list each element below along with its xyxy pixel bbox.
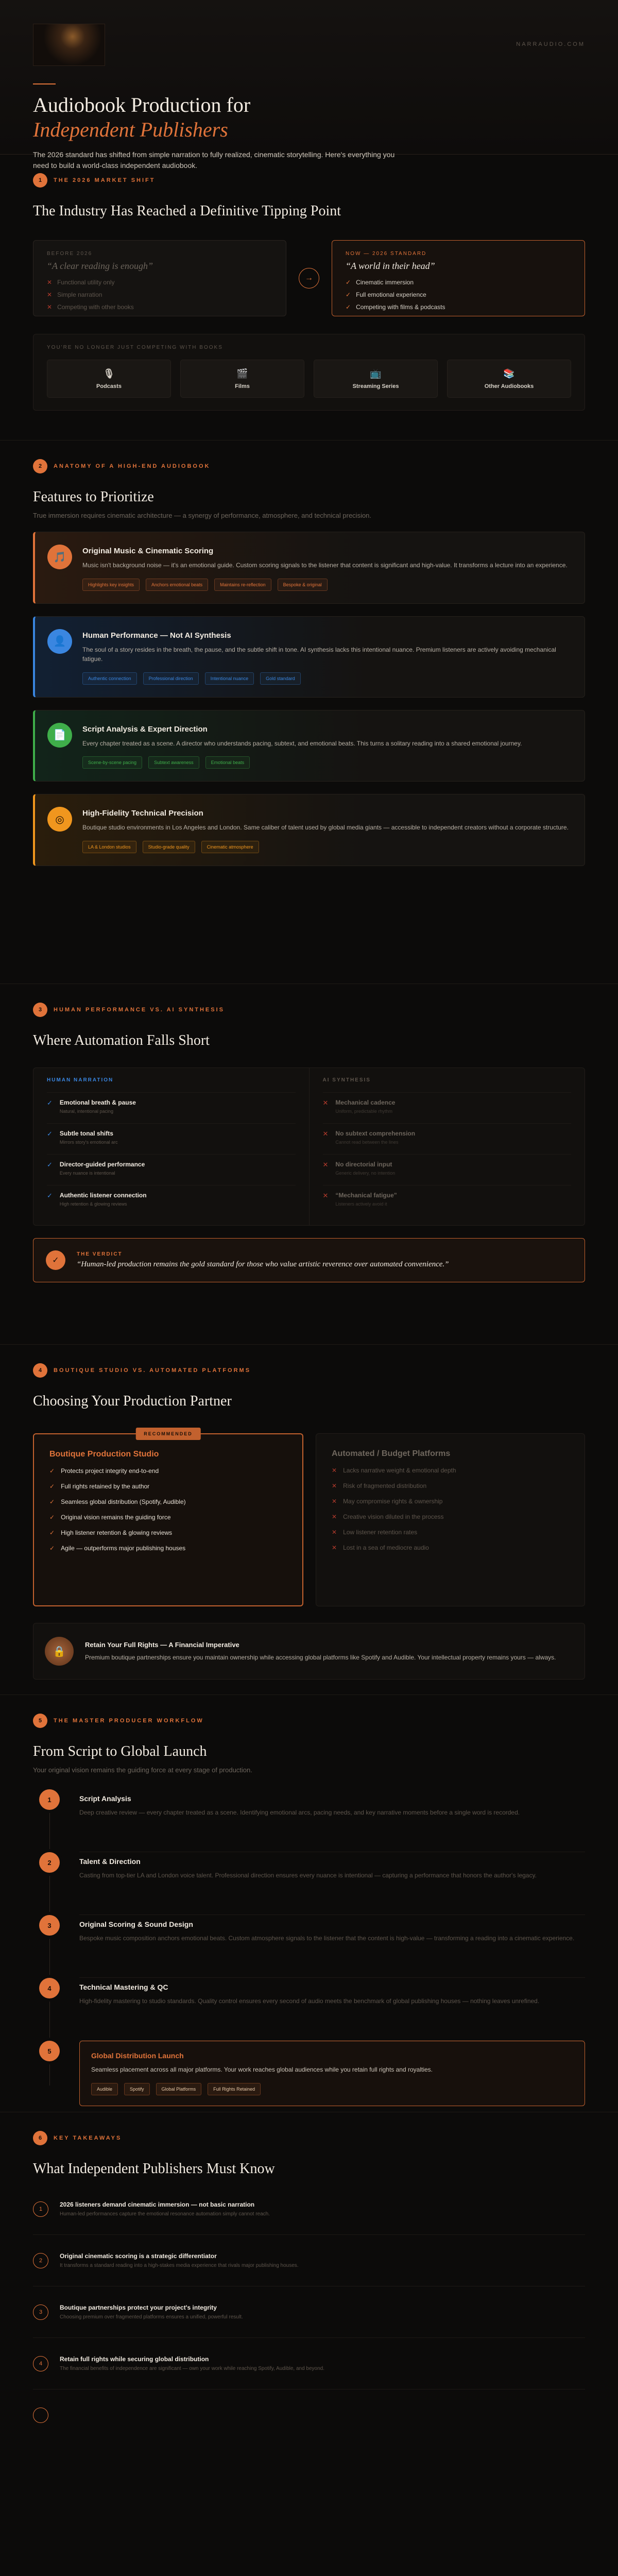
takeaway-desc: Choosing premium over fragmented platforms ensures a unified, powerful result.	[60, 2314, 243, 2320]
list-item	[346, 279, 571, 286]
recommended-badge: RECOMMENDED	[135, 1428, 201, 1440]
takeaway-title: Retain full rights while securing global distribution	[60, 2355, 209, 2363]
section-kicker: 1 THE 2026 MARKET SHIFT	[33, 173, 585, 188]
x-icon: ✕	[47, 303, 53, 311]
takeaway-desc: It transforms a standard reading into a high-stakes media experience that rivals major publishing houses.	[60, 2263, 299, 2268]
comparison-row	[323, 1123, 572, 1154]
before-card	[33, 240, 286, 316]
x-icon: ✕	[322, 1130, 329, 1138]
feature-chip: Bespoke & original	[278, 579, 328, 591]
section-title: What Independent Publishers Must Know	[33, 2161, 275, 2177]
card-label: BEFORE 2026	[47, 251, 93, 257]
check-icon: ✓	[49, 1467, 55, 1475]
list-item	[49, 1529, 287, 1536]
tile-streaming: 📺 Streaming Series	[314, 360, 438, 398]
row-desc: Mirrors story's emotional arc	[59, 1140, 118, 1145]
film-icon: 🎬	[236, 368, 248, 379]
step-body	[79, 1983, 585, 2041]
card-label: NOW — 2026 STANDARD	[346, 251, 427, 257]
feature-title: Script Analysis & Expert Direction	[82, 724, 208, 734]
item-text: Protects project integrity end-to-end	[61, 1467, 159, 1475]
callout-desc: Premium boutique partnerships ensure you maintain ownership while accessing global platforms like Spotify and Audible. Your intellectual property remains yours — always.	[85, 1653, 556, 1661]
comparison-row	[47, 1092, 296, 1123]
check-icon: ✓	[49, 1514, 55, 1521]
column-header: AI SYNTHESIS	[322, 1077, 371, 1083]
x-icon: ✕	[332, 1482, 337, 1489]
step-title: Global Distribution Launch	[91, 2052, 184, 2060]
x-icon: ✕	[322, 1192, 329, 1199]
section-kicker: 6 KEY TAKEAWAYS	[33, 2131, 585, 2145]
takeaway-item	[33, 2183, 585, 2235]
section-title: Features to Prioritize	[33, 489, 154, 505]
item-text: Seamless global distribution (Spotify, Audible)	[61, 1498, 186, 1505]
list-item	[332, 1467, 569, 1474]
boutique-card	[33, 1433, 303, 1606]
comparison-row	[47, 1123, 296, 1154]
brand-link[interactable]: NARRAUDIO.COM	[516, 41, 585, 47]
check-icon: ✓	[49, 1498, 55, 1505]
competition-panel	[33, 334, 585, 411]
callout-title: Retain Your Full Rights — A Financial Imperative	[85, 1640, 239, 1649]
script-icon: 📄	[47, 723, 72, 748]
row-desc: Uniform, predictable rhythm	[335, 1109, 392, 1114]
item-text: Low listener retention rates	[343, 1529, 418, 1536]
list-item	[332, 1513, 569, 1520]
feature-chip: Highlights key insights	[82, 579, 140, 591]
feature-chip: Emotional beats	[205, 756, 250, 769]
lock-icon: 🔒	[45, 1637, 74, 1666]
x-icon: ✕	[332, 1467, 337, 1474]
item-text: May compromise rights & ownership	[343, 1498, 443, 1505]
section-number: 5	[33, 1714, 47, 1728]
list-item	[332, 1544, 569, 1551]
row-title: Authentic listener connection	[59, 1192, 147, 1199]
x-icon: ✕	[332, 1498, 337, 1505]
takeaway-item	[33, 2235, 585, 2286]
row-title: Subtle tonal shifts	[59, 1130, 113, 1137]
chip-list	[82, 756, 577, 769]
item-text: Simple narration	[57, 291, 102, 298]
list-item	[49, 1483, 287, 1490]
chip-list	[82, 579, 577, 591]
hero-image	[33, 24, 105, 66]
list-item	[49, 1545, 287, 1552]
workflow-step	[33, 1852, 585, 1915]
section-features	[0, 440, 618, 984]
takeaway-number: 2	[33, 2253, 48, 2268]
section-subtitle: True immersion requires cinematic architecture — a synergy of performance, atmosphere, and technical precision.	[33, 512, 372, 519]
check-icon: ✓	[47, 1161, 53, 1168]
section-title: Choosing Your Production Partner	[33, 1393, 232, 1409]
step-title: Original Scoring & Sound Design	[79, 1920, 193, 1928]
item-text: Full rights retained by the author	[61, 1483, 150, 1490]
section-number: 2	[33, 459, 47, 473]
hero-description: The 2026 standard has shifted from simple narration to fully realized, cinematic storytelling. Here's everything you need to build a world-class independent audiobook.	[33, 150, 395, 170]
list-item	[332, 1482, 569, 1489]
card-quote: “A clear reading is enough”	[47, 261, 153, 271]
feature-chip: LA & London studios	[82, 841, 136, 853]
item-text: Functional utility only	[57, 279, 115, 286]
platform-chip: Audible	[91, 2083, 118, 2095]
workflow-step	[33, 1915, 585, 1978]
check-icon: ✓	[346, 279, 351, 286]
row-desc: Cannot read between the lines	[335, 1140, 399, 1145]
step-body	[79, 1857, 585, 1915]
comparison-row	[323, 1092, 572, 1123]
step-body	[79, 1920, 585, 1978]
item-text: Competing with films & podcasts	[356, 303, 445, 311]
feature-chip: Anchors emotional beats	[146, 579, 208, 591]
card-title: Automated / Budget Platforms	[332, 1449, 451, 1458]
chip-list	[82, 841, 577, 853]
section-human-vs-ai	[0, 984, 618, 1345]
list-item	[49, 1514, 287, 1521]
now-card	[332, 240, 585, 316]
step-body	[79, 1794, 585, 1852]
section-kicker: 5 THE MASTER PRODUCER WORKFLOW	[33, 1714, 585, 1728]
platform-chip: Full Rights Retained	[208, 2083, 261, 2095]
comparison-row	[323, 1185, 572, 1216]
verdict-label: THE VERDICT	[77, 1251, 123, 1257]
empty-number-circle	[33, 2408, 48, 2423]
check-icon: ✓	[46, 1250, 65, 1270]
section-number: 3	[33, 1003, 47, 1017]
section-title: Where Automation Falls Short	[33, 1032, 210, 1048]
list-item	[332, 1529, 569, 1536]
step-title: Talent & Direction	[79, 1857, 141, 1866]
comparison-row	[47, 1154, 296, 1185]
check-icon: ✓	[49, 1483, 55, 1490]
x-icon: ✕	[47, 279, 53, 286]
list-item	[346, 291, 571, 298]
row-desc: Every nuance is intentional	[59, 1171, 115, 1176]
takeaway-item	[33, 2338, 585, 2389]
feature-title: Human Performance — Not AI Synthesis	[82, 631, 231, 640]
step-desc: Seamless placement across all major platforms. Your work reaches global audiences while you retain full rights and royalties.	[91, 2066, 433, 2073]
chip-list	[82, 672, 577, 685]
feature-title: High-Fidelity Technical Precision	[82, 809, 203, 818]
target-icon: ◎	[47, 807, 72, 832]
human-column	[33, 1068, 310, 1225]
section-number: 6	[33, 2131, 47, 2145]
check-icon: ✓	[346, 291, 351, 298]
list-item	[49, 1498, 287, 1505]
verdict-box	[33, 1238, 585, 1282]
section-title: From Script to Global Launch	[33, 1743, 207, 1759]
item-text: High listener retention & glowing reviews	[61, 1529, 173, 1536]
feature-chip: Authentic connection	[82, 672, 137, 685]
check-icon: ✓	[346, 303, 351, 311]
ai-column	[310, 1068, 585, 1225]
x-icon: ✕	[332, 1513, 337, 1520]
comparison-table	[33, 1067, 585, 1226]
item-text: Full emotional experience	[356, 291, 426, 298]
section-kicker: 3 HUMAN PERFORMANCE VS. AI SYNTHESIS	[33, 1003, 585, 1017]
section-title: The Industry Has Reached a Definitive Tipping Point	[33, 203, 341, 219]
section-kicker: 2 ANATOMY OF A HIGH-END AUDIOBOOK	[33, 459, 585, 473]
feature-chip: Gold standard	[260, 672, 301, 685]
takeaway-title: Original cinematic scoring is a strategic differentiator	[60, 2252, 217, 2260]
person-icon: 👤	[47, 629, 72, 654]
comparison-row	[47, 1185, 296, 1216]
list-item	[49, 1467, 287, 1475]
check-icon: ✓	[49, 1545, 55, 1552]
item-text: Risk of fragmented distribution	[343, 1482, 427, 1489]
x-icon: ✕	[332, 1544, 337, 1551]
row-title: No directorial input	[335, 1161, 392, 1168]
takeaway-number: 4	[33, 2356, 48, 2371]
feature-title: Original Music & Cinematic Scoring	[82, 547, 214, 555]
step-desc: Deep creative review — every chapter treated as a scene. Identifying emotional arcs, pacing needs, and key narrative moments before a single word is recorded.	[79, 1809, 520, 1816]
step-number: 5	[39, 2041, 60, 2061]
section-market-shift	[0, 155, 618, 440]
feature-desc: The soul of a story resides in the breath, the pause, and the subtle shift in tone. AI synthesis lacks this intentional nuance. Premium listeners are actively avoiding mechanical fatigue.	[82, 646, 556, 663]
accent-rule	[33, 83, 56, 84]
feature-chip: Cinematic atmosphere	[201, 841, 259, 853]
item-text: Lost in a sea of mediocre audio	[343, 1544, 429, 1551]
list-item	[47, 303, 272, 311]
workflow-step	[33, 1789, 585, 1852]
feature-chip: Intentional nuance	[205, 672, 254, 685]
takeaway-title: 2026 listeners demand cinematic immersion — not basic narration	[60, 2201, 255, 2208]
tile-films: 🎬 Films	[180, 360, 304, 398]
item-text: Competing with other books	[57, 303, 134, 311]
x-icon: ✕	[322, 1099, 329, 1107]
item-text: Creative vision diluted in the process	[343, 1513, 444, 1520]
feature-desc: Boutique studio environments in Los Angeles and London. Same caliber of talent used by global media giants — accessible to independent creators without a corporate structure.	[82, 824, 569, 832]
takeaway-number: 1	[33, 2201, 48, 2217]
feature-card	[33, 794, 585, 866]
row-title: Director-guided performance	[59, 1161, 145, 1168]
feature-card	[33, 616, 585, 698]
step-title: Technical Mastering & QC	[79, 1983, 168, 1991]
check-icon: ✓	[47, 1130, 53, 1138]
hero-header	[0, 0, 618, 170]
list-item	[332, 1498, 569, 1505]
card-quote: “A world in their head”	[346, 261, 435, 271]
column-header: HUMAN NARRATION	[47, 1077, 114, 1083]
feature-chip: Scene-by-scene pacing	[82, 756, 142, 769]
x-icon: ✕	[322, 1161, 329, 1168]
row-desc: Listeners actively avoid it	[335, 1201, 387, 1207]
row-desc: Generic delivery, no intention	[335, 1171, 396, 1176]
takeaway-number: 3	[33, 2304, 48, 2320]
card-title: Boutique Production Studio	[49, 1450, 159, 1459]
platform-chip: Spotify	[124, 2083, 150, 2095]
section-number: 1	[33, 173, 47, 188]
feature-card	[33, 710, 585, 782]
feature-card	[33, 532, 585, 604]
tile-audiobooks: 📚 Other Audiobooks	[447, 360, 571, 398]
step-number: 3	[39, 1915, 60, 1936]
section-kicker: 4 BOUTIQUE STUDIO VS. AUTOMATED PLATFORMS	[33, 1363, 585, 1378]
section-subtitle: Your original vision remains the guiding force at every stage of production.	[33, 1766, 252, 1774]
shift-compare	[33, 240, 585, 316]
workflow-step	[33, 2041, 585, 2106]
item-text: Lacks narrative weight & emotional depth	[343, 1467, 456, 1474]
page-title: Audiobook Production for Independent Publishers	[33, 93, 251, 141]
check-icon: ✓	[47, 1099, 53, 1107]
row-title: “Mechanical fatigue”	[335, 1192, 397, 1199]
item-text: Original vision remains the guiding force	[61, 1514, 171, 1521]
step-desc: Bespoke music composition anchors emotional beats. Custom atmosphere signals to the listener that the content is high-value — transforming a reading into a cinematic experience.	[79, 1935, 575, 1942]
row-desc: High retention & glowing reviews	[59, 1201, 127, 1207]
x-icon: ✕	[47, 291, 53, 298]
budget-card	[316, 1433, 585, 1606]
verdict-quote: “Human-led production remains the gold standard for those who value artistic reverence over automated convenience.”	[77, 1260, 449, 1268]
arrow-right-icon: →	[299, 268, 319, 289]
section-partner	[0, 1345, 618, 1695]
item-text: Agile — outperforms major publishing houses	[61, 1545, 186, 1552]
row-title: No subtext comprehension	[335, 1130, 416, 1137]
feature-chip: Professional direction	[143, 672, 199, 685]
step-body	[79, 2041, 585, 2106]
takeaway-item	[33, 2286, 585, 2338]
step-title: Script Analysis	[79, 1794, 131, 1803]
step-desc: High-fidelity mastering to studio standards. Quality control ensures every second of audio meets the benchmark of global publishing houses — nothing leaves unrefined.	[79, 1997, 540, 2005]
microphone-icon: 🎙	[103, 368, 115, 379]
section-workflow	[0, 1695, 618, 2112]
list-item	[346, 303, 571, 311]
row-title: Emotional breath & pause	[59, 1099, 136, 1106]
step-number: 4	[39, 1978, 60, 1998]
feature-chip: Subtext awareness	[148, 756, 199, 769]
music-icon: 🎵	[47, 545, 72, 569]
feature-chip: Studio-grade quality	[143, 841, 195, 853]
list-item	[47, 291, 272, 298]
tile-podcasts: 🎙 Podcasts	[47, 360, 171, 398]
workflow-step	[33, 1978, 585, 2041]
comparison-row	[323, 1154, 572, 1185]
section-number: 4	[33, 1363, 47, 1378]
step-desc: Casting from top-tier LA and London voice talent. Professional direction ensures every nuance is intentional — capturing a performance that honors the author's legacy.	[79, 1872, 537, 1879]
takeaway-desc: Human-led performances capture the emotional resonance automation simply cannot reach.	[60, 2211, 270, 2217]
panel-label: YOU'RE NO LONGER JUST COMPETING WITH BOOKS	[47, 345, 223, 350]
rights-callout	[33, 1623, 585, 1680]
step-number: 2	[39, 1852, 60, 1873]
row-title: Mechanical cadence	[335, 1099, 396, 1106]
list-item	[47, 279, 272, 286]
section-takeaways	[0, 2112, 618, 2447]
item-text: Cinematic immersion	[356, 279, 414, 286]
chip-list	[91, 2083, 573, 2095]
feature-desc: Music isn't background noise — it's an emotional guide. Custom scoring signals to the listener that content is significant and high-value. It transforms a lecture into an experience.	[82, 562, 568, 569]
book-icon: 📚	[503, 368, 515, 379]
feature-desc: Every chapter treated as a scene. A director who understands pacing, subtext, and emotional beats. This turns a solitary reading into a shared emotional journey.	[82, 739, 522, 747]
check-icon: ✓	[49, 1529, 55, 1536]
takeaway-desc: The financial benefits of independence are significant — own your work while reaching Spotify, Audible, and beyond.	[60, 2366, 325, 2371]
tv-icon: 📺	[370, 368, 382, 379]
feature-chip: Maintains re-reflection	[214, 579, 271, 591]
check-icon: ✓	[47, 1192, 53, 1199]
row-desc: Natural, intentional pacing	[59, 1109, 113, 1114]
x-icon: ✕	[332, 1529, 337, 1536]
takeaway-title: Boutique partnerships protect your project's integrity	[60, 2304, 217, 2311]
platform-chip: Global Platforms	[156, 2083, 202, 2095]
step-number: 1	[39, 1789, 60, 1810]
